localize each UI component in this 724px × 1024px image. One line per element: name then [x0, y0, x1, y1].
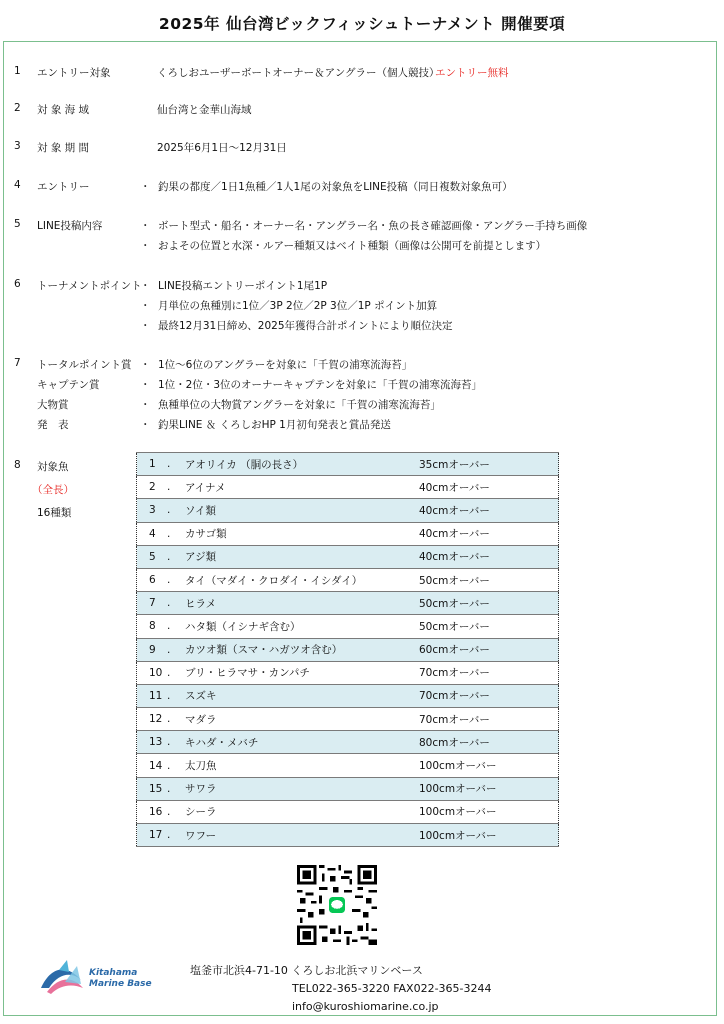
fish-min-length: 100cmオーバー	[419, 777, 559, 800]
fish-number: 12	[137, 708, 168, 731]
award-label: トータルポイント賞	[37, 359, 132, 371]
fish-row	[137, 754, 559, 777]
section-line: およその位置と水深・ルアー種類又はベイト種類（画像は公開可を前提とします）	[158, 240, 547, 252]
fish-name: マダラ	[185, 708, 419, 731]
fish-name: 太刀魚	[185, 754, 419, 777]
bullet: ・	[140, 320, 151, 332]
fish-row	[137, 824, 559, 847]
fish-row	[137, 499, 559, 522]
fish-row	[137, 545, 559, 568]
section-label: トーナメントポイント	[37, 280, 142, 292]
fish-name: ハタ類（イシナギ含む）	[185, 615, 419, 638]
fish-row	[137, 638, 559, 661]
fish-dot: .	[167, 754, 185, 777]
award-value: 魚種単位の大物賞アングラーを対象に「千賀の浦寒流海苔」	[158, 399, 441, 411]
fish-row	[137, 661, 559, 684]
fish-row	[137, 522, 559, 545]
section-number: 7	[14, 357, 21, 369]
award-value: 1位～6位のアングラーを対象に「千賀の浦寒流海苔」	[158, 359, 413, 371]
fish-name: ヒラメ	[185, 592, 419, 615]
fish-min-length: 50cmオーバー	[419, 615, 559, 638]
fish-number: 6	[137, 568, 168, 591]
address: 塩釜市北浜4-71-10 くろしお北浜マリンベース	[190, 964, 423, 977]
fish-number: 11	[137, 684, 168, 707]
free-entry-note: エントリー無料	[435, 67, 509, 79]
section-line: LINE投稿エントリーポイント1尾1P	[158, 280, 328, 292]
fish-dot: .	[167, 568, 185, 591]
fish-min-length: 70cmオーバー	[419, 684, 559, 707]
fish-row	[137, 592, 559, 615]
section-label: 対 象 海 域	[37, 104, 90, 116]
fish-row	[137, 684, 559, 707]
fish-number: 7	[137, 592, 168, 615]
section-label: 対 象 期 間	[37, 142, 90, 154]
bullet: ・	[140, 280, 151, 292]
fish-min-length: 100cmオーバー	[419, 824, 559, 847]
logo-line: Kitahama	[89, 968, 138, 978]
fish-name: ブリ・ヒラマサ・カンパチ	[185, 661, 419, 684]
section-line: 最終12月31日締め、2025年獲得合計ポイントにより順位決定	[158, 320, 453, 332]
fish-dot: .	[167, 522, 185, 545]
section-line: 月単位の魚種別に1位／3P 2位／2P 3位／1P ポイント加算	[158, 300, 438, 312]
fish-number: 2	[137, 476, 168, 499]
section-number: 5	[14, 218, 21, 230]
fish-dot: .	[167, 684, 185, 707]
fish-name: アイナメ	[185, 476, 419, 499]
bullet: ・	[140, 220, 151, 232]
fish-name: サワラ	[185, 777, 419, 800]
section-number: 6	[14, 278, 21, 290]
fish-dot: .	[167, 661, 185, 684]
bullet: ・	[140, 379, 151, 391]
fish-dot: .	[167, 499, 185, 522]
bullet: ・	[140, 359, 151, 371]
fish-name: タイ（マダイ・クロダイ・イシダイ）	[185, 568, 419, 591]
fish-name: アジ類	[185, 545, 419, 568]
fish-name: ソイ類	[185, 499, 419, 522]
fish-row	[137, 453, 559, 476]
fish-dot: .	[167, 777, 185, 800]
fish-dot: .	[167, 731, 185, 754]
fish-min-length: 50cmオーバー	[419, 592, 559, 615]
fish-min-length: 70cmオーバー	[419, 661, 559, 684]
award-label: 発 表	[37, 419, 69, 431]
fish-min-length: 100cmオーバー	[419, 754, 559, 777]
qr-code	[297, 865, 377, 945]
fish-min-length: 70cmオーバー	[419, 708, 559, 731]
fish-min-length: 40cmオーバー	[419, 522, 559, 545]
fish-number: 15	[137, 777, 168, 800]
bullet: ・	[140, 181, 151, 193]
fish-row	[137, 800, 559, 823]
award-label: 大物賞	[37, 399, 69, 411]
section-label: エントリー対象	[37, 67, 111, 79]
fish-number: 5	[137, 545, 168, 568]
section-number: 3	[14, 140, 21, 152]
fish-number: 17	[137, 824, 168, 847]
target-fish-table	[136, 452, 559, 847]
logo-wordmark	[89, 968, 152, 990]
section-value: 2025年6月1日～12月31日	[157, 142, 287, 154]
section-label: LINE投稿内容	[37, 220, 103, 232]
contact-block	[190, 962, 492, 1016]
logo-line: Marine Base	[89, 979, 152, 989]
bullet: ・	[140, 419, 151, 431]
fish-row	[137, 777, 559, 800]
fish-row	[137, 615, 559, 638]
fish-number: 13	[137, 731, 168, 754]
fish-number: 4	[137, 522, 168, 545]
phone-fax: TEL022-365-3220 FAX022-365-3244	[292, 982, 492, 995]
award-value: 釣果LINE ＆ くろしおHP 1月初旬発表と賞品発送	[158, 419, 391, 431]
species-count: 16種類	[37, 507, 72, 519]
section-number: 4	[14, 179, 21, 191]
fish-row	[137, 731, 559, 754]
fish-min-length: 40cmオーバー	[419, 545, 559, 568]
fish-dot: .	[167, 592, 185, 615]
fish-dot: .	[167, 545, 185, 568]
award-label: キャプテン賞	[37, 379, 100, 391]
fish-dot: .	[167, 638, 185, 661]
fish-name: カツオ類（スマ・ハガツオ含む）	[185, 638, 419, 661]
fish-min-length: 80cmオーバー	[419, 731, 559, 754]
fish-row	[137, 708, 559, 731]
section-number: 2	[14, 102, 21, 114]
email-link[interactable]: info@kuroshiomarine.co.jp	[292, 1000, 439, 1013]
section-number: 1	[14, 65, 21, 77]
fish-dot: .	[167, 824, 185, 847]
fish-min-length: 40cmオーバー	[419, 476, 559, 499]
fish-row	[137, 568, 559, 591]
fish-name: アオリイカ （胴の長さ）	[185, 453, 419, 476]
fish-min-length: 40cmオーバー	[419, 499, 559, 522]
fish-dot: .	[167, 476, 185, 499]
page-title: 2025年 仙台湾ビックフィッシュトーナメント 開催要項	[158, 15, 566, 33]
award-value: 1位・2位・3位のオーナーキャプテンを対象に「千賀の浦寒流海苔」	[158, 379, 483, 391]
bullet: ・	[140, 399, 151, 411]
section-label: エントリー	[37, 181, 90, 193]
fish-dot: .	[167, 453, 185, 476]
fish-number: 16	[137, 800, 168, 823]
bullet: ・	[140, 240, 151, 252]
fish-number: 3	[137, 499, 168, 522]
fish-min-length: 60cmオーバー	[419, 638, 559, 661]
fish-number: 9	[137, 638, 168, 661]
fish-name: スズキ	[185, 684, 419, 707]
fish-number: 10	[137, 661, 168, 684]
fish-number: 8	[137, 615, 168, 638]
fish-number: 14	[137, 754, 168, 777]
section-value: くろしおユーザーボートオーナー＆アングラー（個人競技）	[157, 67, 440, 79]
section-line: ボート型式・船名・オーナー名・アングラー名・魚の長さ確認画像・アングラー手持ち画像	[158, 220, 588, 232]
fish-min-length: 100cmオーバー	[419, 800, 559, 823]
fish-min-length: 50cmオーバー	[419, 568, 559, 591]
fish-name: キハダ・メバチ	[185, 731, 419, 754]
fish-dot: .	[167, 708, 185, 731]
section-number: 8	[14, 459, 21, 471]
fish-name: ワフー	[185, 824, 419, 847]
fish-number: 1	[137, 453, 168, 476]
fish-name: カサゴ類	[185, 522, 419, 545]
fish-row	[137, 476, 559, 499]
fish-min-length: 35cmオーバー	[419, 453, 559, 476]
section-value: 釣果の都度／1日1魚種／1人1尾の対象魚をLINE投稿（同日複数対象魚可）	[158, 181, 513, 193]
bullet: ・	[140, 300, 151, 312]
fish-dot: .	[167, 800, 185, 823]
section-label: 対象魚	[37, 461, 69, 473]
section-value: 仙台湾と金華山海域	[157, 104, 252, 116]
fish-name: シーラ	[185, 800, 419, 823]
length-note: （全長）	[32, 484, 74, 496]
fish-dot: .	[167, 615, 185, 638]
